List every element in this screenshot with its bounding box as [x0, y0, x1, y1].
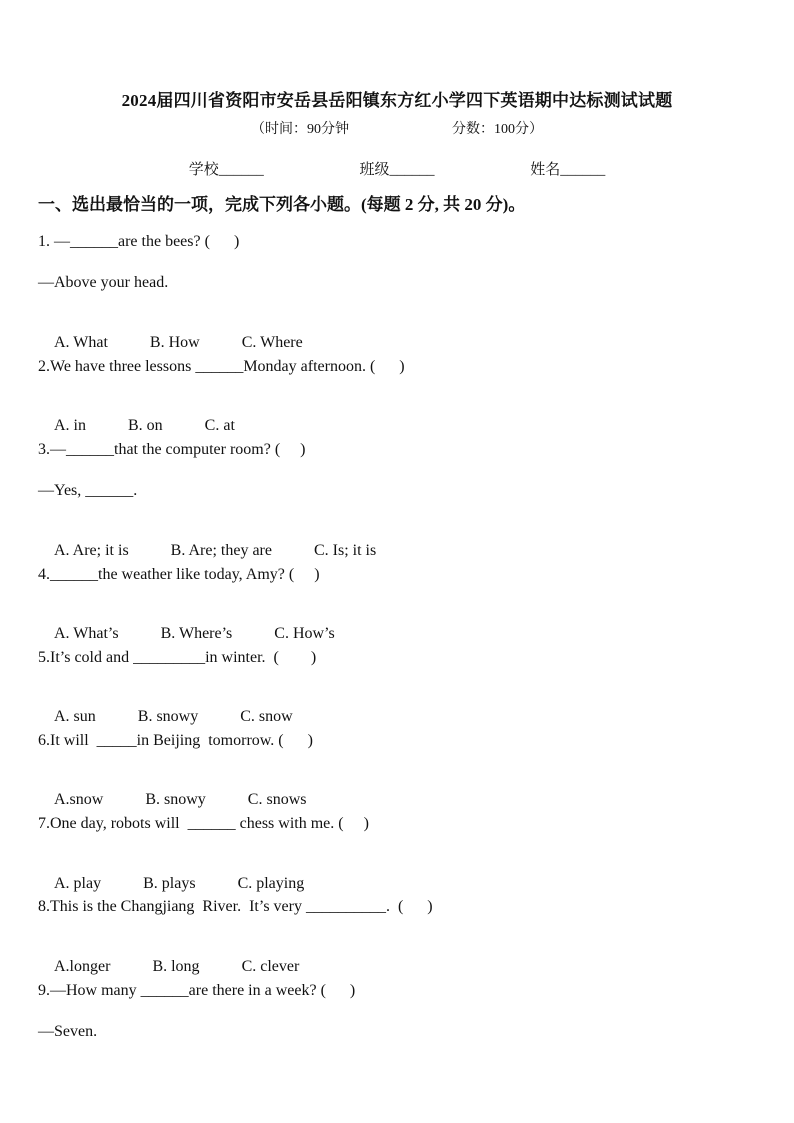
student-fields: [0, 158, 794, 179]
option-b: B. on: [128, 417, 163, 434]
question-stem: 5.It’s cold and _________in winter. ( ): [38, 649, 317, 666]
score-info: 分数：100分）: [452, 122, 543, 137]
option-a: A. in: [54, 417, 86, 434]
option-a: A.longer: [54, 958, 111, 975]
class-field: 班级______: [359, 162, 435, 178]
option-a: A. play: [54, 875, 102, 892]
question-reply: —Seven.: [38, 1023, 98, 1040]
option-c: C. clever: [241, 958, 300, 975]
page-title: 2024届四川省资阳市安岳县岳阳镇东方红小学四下英语期中达标测试试题: [121, 91, 673, 110]
question-stem: 8.This is the Changjiang River. It’s very __________. ( ): [38, 898, 433, 915]
option-b: B. long: [152, 958, 200, 975]
question-stem: 6.It will _____in Beijing tomorrow. ( ): [38, 732, 313, 749]
option-c: C. snows: [247, 791, 307, 808]
question-stem: 3.—______that the computer room? ( ): [38, 441, 306, 458]
section-heading: 一、选出最恰当的一项，完成下列各小题。(每题 2 分, 共 20 分)。: [38, 195, 526, 214]
option-c: C. snow: [240, 708, 293, 725]
option-a: A. What’s: [54, 625, 119, 642]
option-c: C. Where: [241, 334, 303, 351]
option-a: A. sun: [54, 708, 96, 725]
question-stem: 2.We have three lessons ______Monday afternoon. ( ): [38, 358, 405, 375]
exam-meta: [0, 118, 794, 138]
option-b: B. plays: [143, 875, 196, 892]
question-stem: 7.One day, robots will ______ chess with me. ( ): [38, 815, 369, 832]
question-stem: 1. —______are the bees? ( ): [38, 233, 240, 250]
name-field: 姓名______: [530, 162, 606, 178]
option-a: A.snow: [54, 791, 104, 808]
option-a: A. Are; it is: [54, 542, 129, 559]
option-b: B. Where’s: [160, 625, 233, 642]
question-stem: 4.______the weather like today, Amy? ( ): [38, 566, 320, 583]
option-a: A. What: [54, 334, 108, 351]
school-field: 学校______: [188, 162, 264, 178]
option-c: C. Is; it is: [313, 542, 377, 559]
option-b: B. How: [149, 334, 200, 351]
option-c: C. How’s: [274, 625, 335, 642]
option-c: C. at: [204, 417, 235, 434]
time-info: （时间：90分钟: [251, 122, 349, 137]
question-stem: 9.—How many ______are there in a week? ( ): [38, 982, 356, 999]
option-b: B. snowy: [137, 708, 199, 725]
option-b: B. Are; they are: [170, 542, 272, 559]
option-b: B. snowy: [145, 791, 206, 808]
option-c: C. playing: [237, 875, 305, 892]
question-reply: —Above your head.: [38, 274, 169, 291]
question-reply: —Yes, ______.: [38, 482, 138, 499]
